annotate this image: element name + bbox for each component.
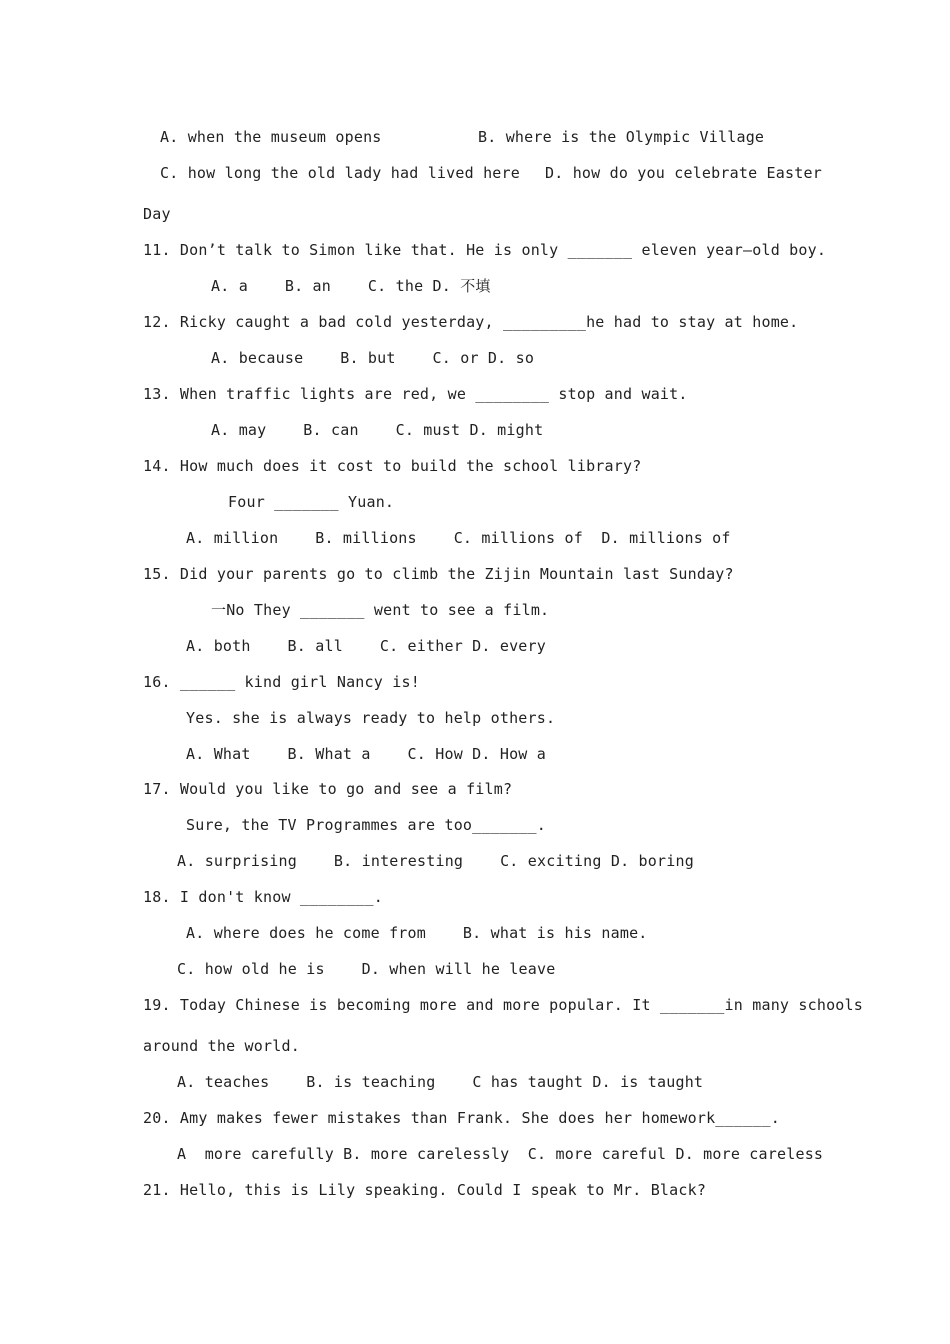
- options-13: A. may B. can C. must D. might: [211, 421, 544, 439]
- options-20: A more carefully B. more carelessly C. more careful D. more careless: [177, 1145, 824, 1163]
- question-11: 11. Don’t talk to Simon like that. He is only _______ eleven year—old boy.: [143, 241, 827, 259]
- question-18: 18. I don't know ________.: [143, 888, 383, 906]
- options-17: A. surprising B. interesting C. exciting D. boring: [177, 852, 694, 870]
- question-12: 12. Ricky caught a bad cold yesterday, _________he had to stay at home.: [143, 313, 799, 331]
- option-10d: D. how do you celebrate Easter: [545, 164, 822, 182]
- question-13: 13. When traffic lights are red, we ________ stop and wait.: [143, 385, 688, 403]
- options-15: A. both B. all C. either D. every: [186, 637, 546, 655]
- options-18-ab: A. where does he come from B. what is his name.: [186, 924, 648, 942]
- options-18-cd: C. how old he is D. when will he leave: [177, 960, 556, 978]
- options-19: A. teaches B. is teaching C has taught D. is taught: [177, 1073, 704, 1091]
- question-21: 21. Hello, this is Lily speaking. Could I speak to Mr. Black?: [143, 1181, 707, 1199]
- question-14: 14. How much does it cost to build the school library?: [143, 457, 642, 475]
- options-16: A. What B. What a C. How D. How a: [186, 745, 546, 763]
- question-17: 17. Would you like to go and see a film?: [143, 780, 513, 798]
- question-20: 20. Amy makes fewer mistakes than Frank. She does her homework______.: [143, 1109, 780, 1127]
- option-10c: C. how long the old lady had lived here: [160, 164, 520, 182]
- option-10b: B. where is the Olympic Village: [478, 128, 765, 146]
- option-10a: A. when the museum opens: [160, 128, 382, 146]
- options-11: A. a B. an C. the D. 不填: [211, 277, 491, 295]
- option-10d-wrap: Day: [143, 205, 171, 223]
- question-16: 16. ______ kind girl Nancy is!: [143, 673, 420, 691]
- answer-15: 一No They _______ went to see a film.: [211, 601, 550, 619]
- options-14: A. million B. millions C. millions of D. millions of: [186, 529, 731, 547]
- question-19: 19. Today Chinese is becoming more and more popular. It _______in many schools: [143, 996, 863, 1014]
- question-15: 15. Did your parents go to climb the Zijin Mountain last Sunday?: [143, 565, 734, 583]
- question-19-wrap: around the world.: [143, 1037, 300, 1055]
- answer-14: Four _______ Yuan.: [228, 493, 395, 511]
- options-12: A. because B. but C. or D. so: [211, 349, 535, 367]
- answer-16: Yes. she is always ready to help others.: [186, 709, 556, 727]
- answer-17: Sure, the TV Programmes are too_______.: [186, 816, 546, 834]
